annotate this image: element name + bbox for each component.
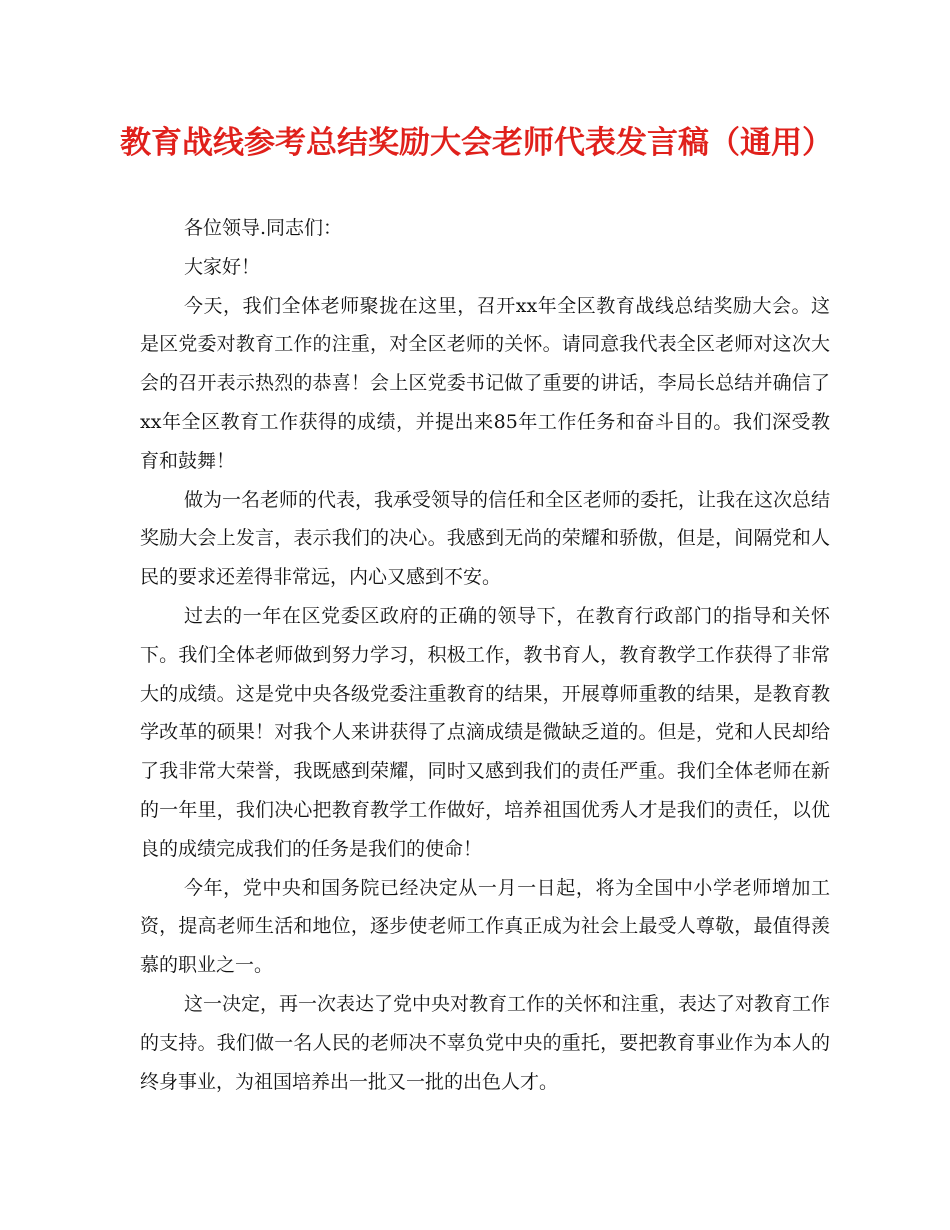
paragraph-closing: 这一决定，再一次表达了党中央对教育工作的关怀和注重，表达了对教育工作的支持。我们做一名人民的老师决不辜负党中央的重托，要把教育事业作为本人的终身事业，为祖国培养出一批又一批的出色人才。 xyxy=(140,992,831,1093)
salutation: 各位领导.同志们： xyxy=(184,217,343,239)
greeting: 大家好！ xyxy=(184,255,261,278)
document-body xyxy=(140,209,830,1101)
paragraph-past-year: 过去的一年在区党委区政府的正确的领导下，在教育行政部门的指导和关怀下。我们全体老师做到努力学习，积极工作，教书育人，教育教学工作获得了非常大的成绩。这是党中央各级党委注重教育的结果，开展尊师重教的结果，是教育教学改革的硕果！对我个人来讲获得了点滴成绩是微缺乏道的。但是，党和人民却给了我非常大荣誉，我既感到荣耀，同时又感到我们的责任严重。我们全体老师在新的一年里，我们决心把教育教学工作做好，培养祖国优秀人才是我们的责任，以优良的成绩完成我们的任务是我们的使命！ xyxy=(140,604,830,860)
document-title: 教育战线参考总结奖励大会老师代表发言稿（通用） xyxy=(120,125,833,161)
paragraph-salary-decision: 今年，党中央和国务院已经决定从一月一日起，将为全国中小学老师增加工资，提高老师生活和地位，逐步使老师工作真正成为社会上最受人尊敬，最值得羡慕的职业之一。 xyxy=(140,876,830,977)
paragraph-opening: 今天，我们全体老师聚拢在这里，召开xx年全区教育战线总结奖励大会。这是区党委对教育工作的注重，对全区老师的关怀。请同意我代表全区老师对这次大会的召开表示热烈的恭喜！会上区党委书记做了重要的讲话，李局长总结并确信了xx年全区教育工作获得的成绩，并提出来85年工作任务和奋斗目的。我们深受教育和鼓舞！ xyxy=(140,294,830,472)
paragraph-representative: 做为一名老师的代表，我承受领导的信任和全区老师的委托，让我在这次总结奖励大会上发言，表示我们的决心。我感到无尚的荣耀和骄傲，但是，间隔党和人民的要求还差得非常远，内心又感到不安。 xyxy=(140,488,831,589)
